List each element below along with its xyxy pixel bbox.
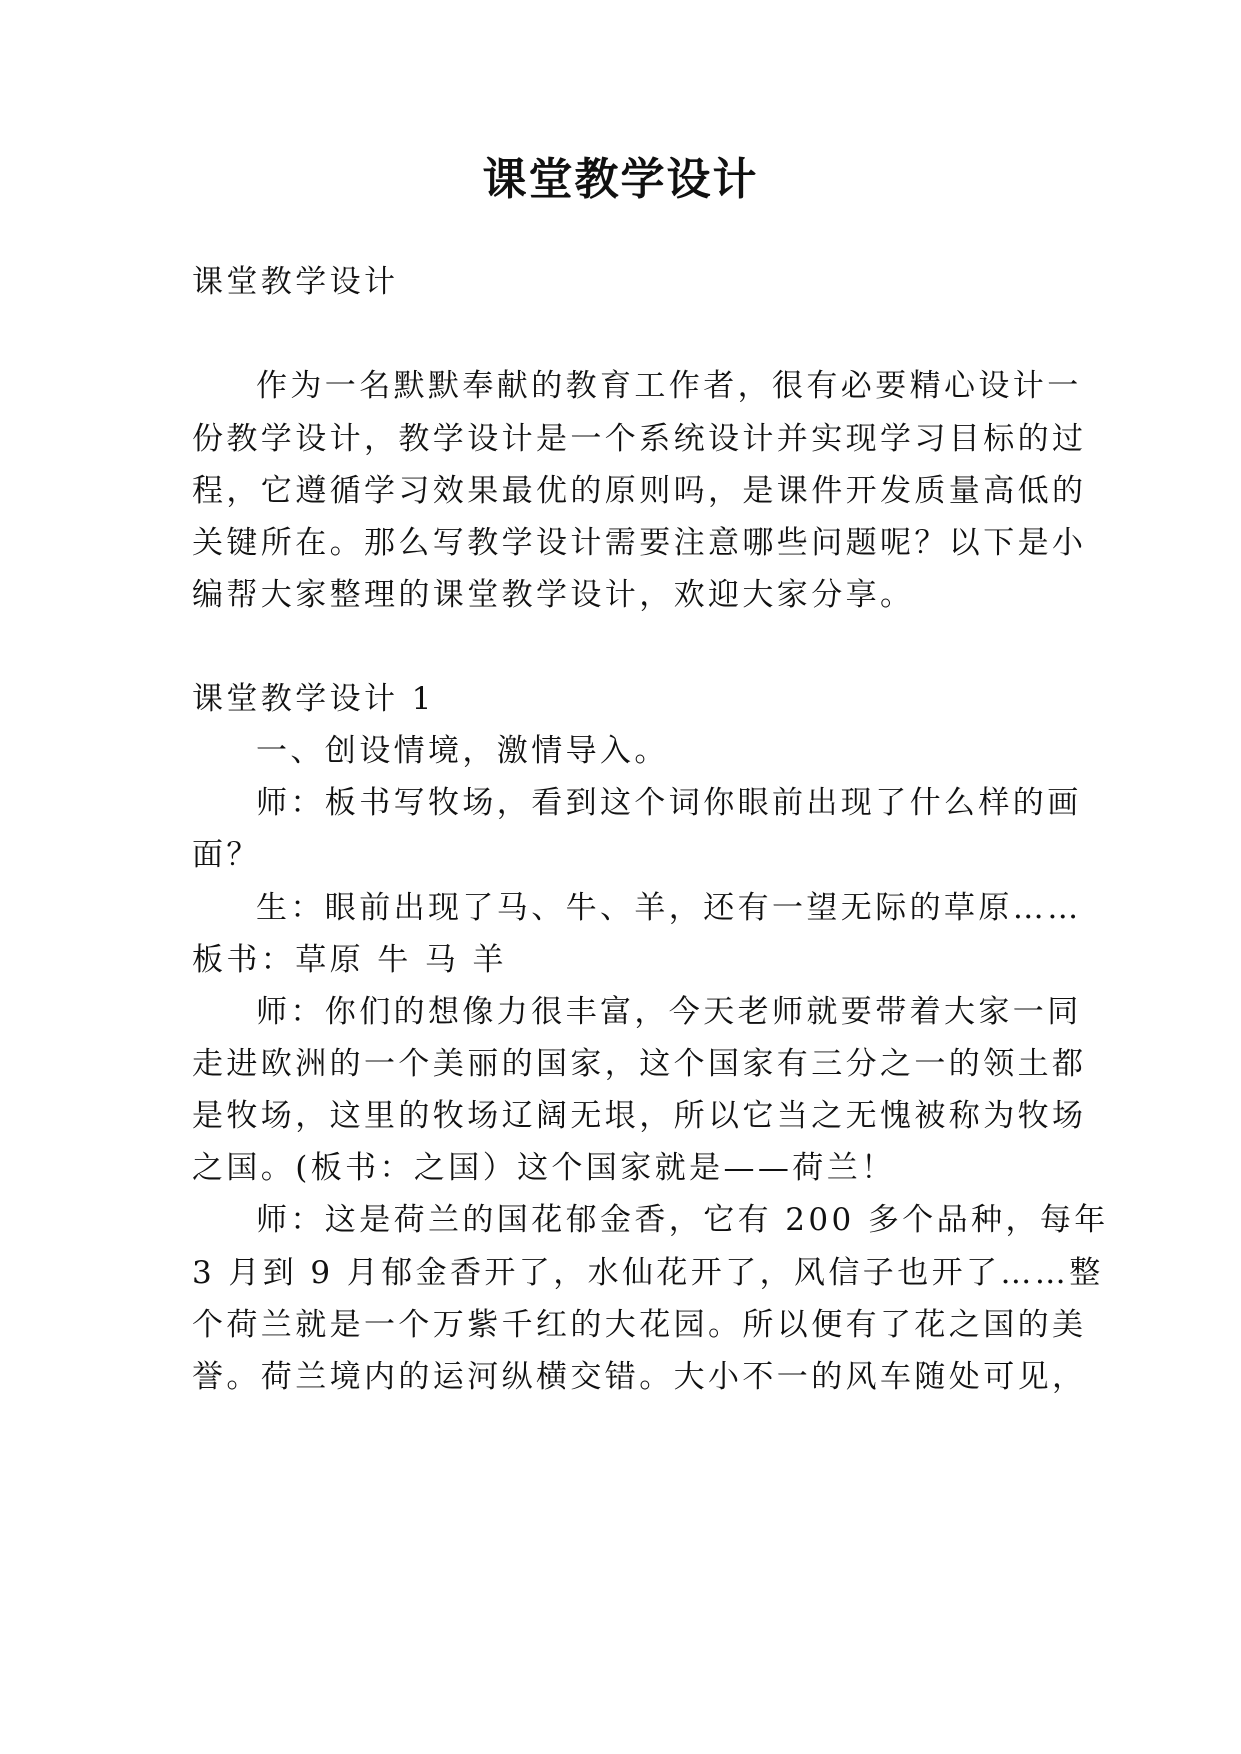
intro-line: 关键所在。那么写教学设计需要注意哪些问题呢？以下是小 — [192, 525, 1087, 561]
body-line: 3 月到 9 月郁金香开了，水仙花开了，风信子也开了……整 — [192, 1255, 1104, 1291]
body-line: 师：板书写牧场，看到这个词你眼前出现了什么样的画 — [256, 785, 1082, 821]
body-line: 生：眼前出现了马、牛、羊，还有一望无际的草原…… — [256, 890, 1082, 926]
body-line: 个荷兰就是一个万紫千红的大花园。所以便有了花之国的美 — [192, 1307, 1087, 1343]
body-line: 一、创设情境，激情导入。 — [256, 733, 669, 769]
body-line: 之国。(板书：之国）这个国家就是——荷兰！ — [192, 1150, 896, 1186]
body-line: 誉。荷兰境内的运河纵横交错。大小不一的风车随处可见， — [192, 1359, 1087, 1395]
intro-line: 作为一名默默奉献的教育工作者，很有必要精心设计一 — [256, 368, 1082, 404]
body-line: 面？ — [192, 837, 261, 873]
intro-line: 份教学设计，教学设计是一个系统设计并实现学习目标的过 — [192, 421, 1087, 457]
intro-line: 编帮大家整理的课堂教学设计，欢迎大家分享。 — [192, 577, 915, 613]
body-line: 走进欧洲的一个美丽的国家，这个国家有三分之一的领土都 — [192, 1046, 1087, 1082]
body-line: 板书：草原 牛 马 羊 — [192, 942, 507, 978]
body-line: 师：这是荷兰的国花郁金香，它有 200 多个品种，每年 — [256, 1202, 1109, 1238]
document-subtitle: 课堂教学设计 — [192, 264, 399, 300]
document-title: 课堂教学设计 — [482, 154, 759, 205]
body-line: 是牧场，这里的牧场辽阔无垠，所以它当之无愧被称为牧场 — [192, 1098, 1087, 1134]
body-line: 师：你们的想像力很丰富，今天老师就要带着大家一同 — [256, 994, 1082, 1030]
section-heading: 课堂教学设计 1 — [192, 681, 435, 717]
intro-line: 程，它遵循学习效果最优的原则吗，是课件开发质量高低的 — [192, 473, 1087, 509]
